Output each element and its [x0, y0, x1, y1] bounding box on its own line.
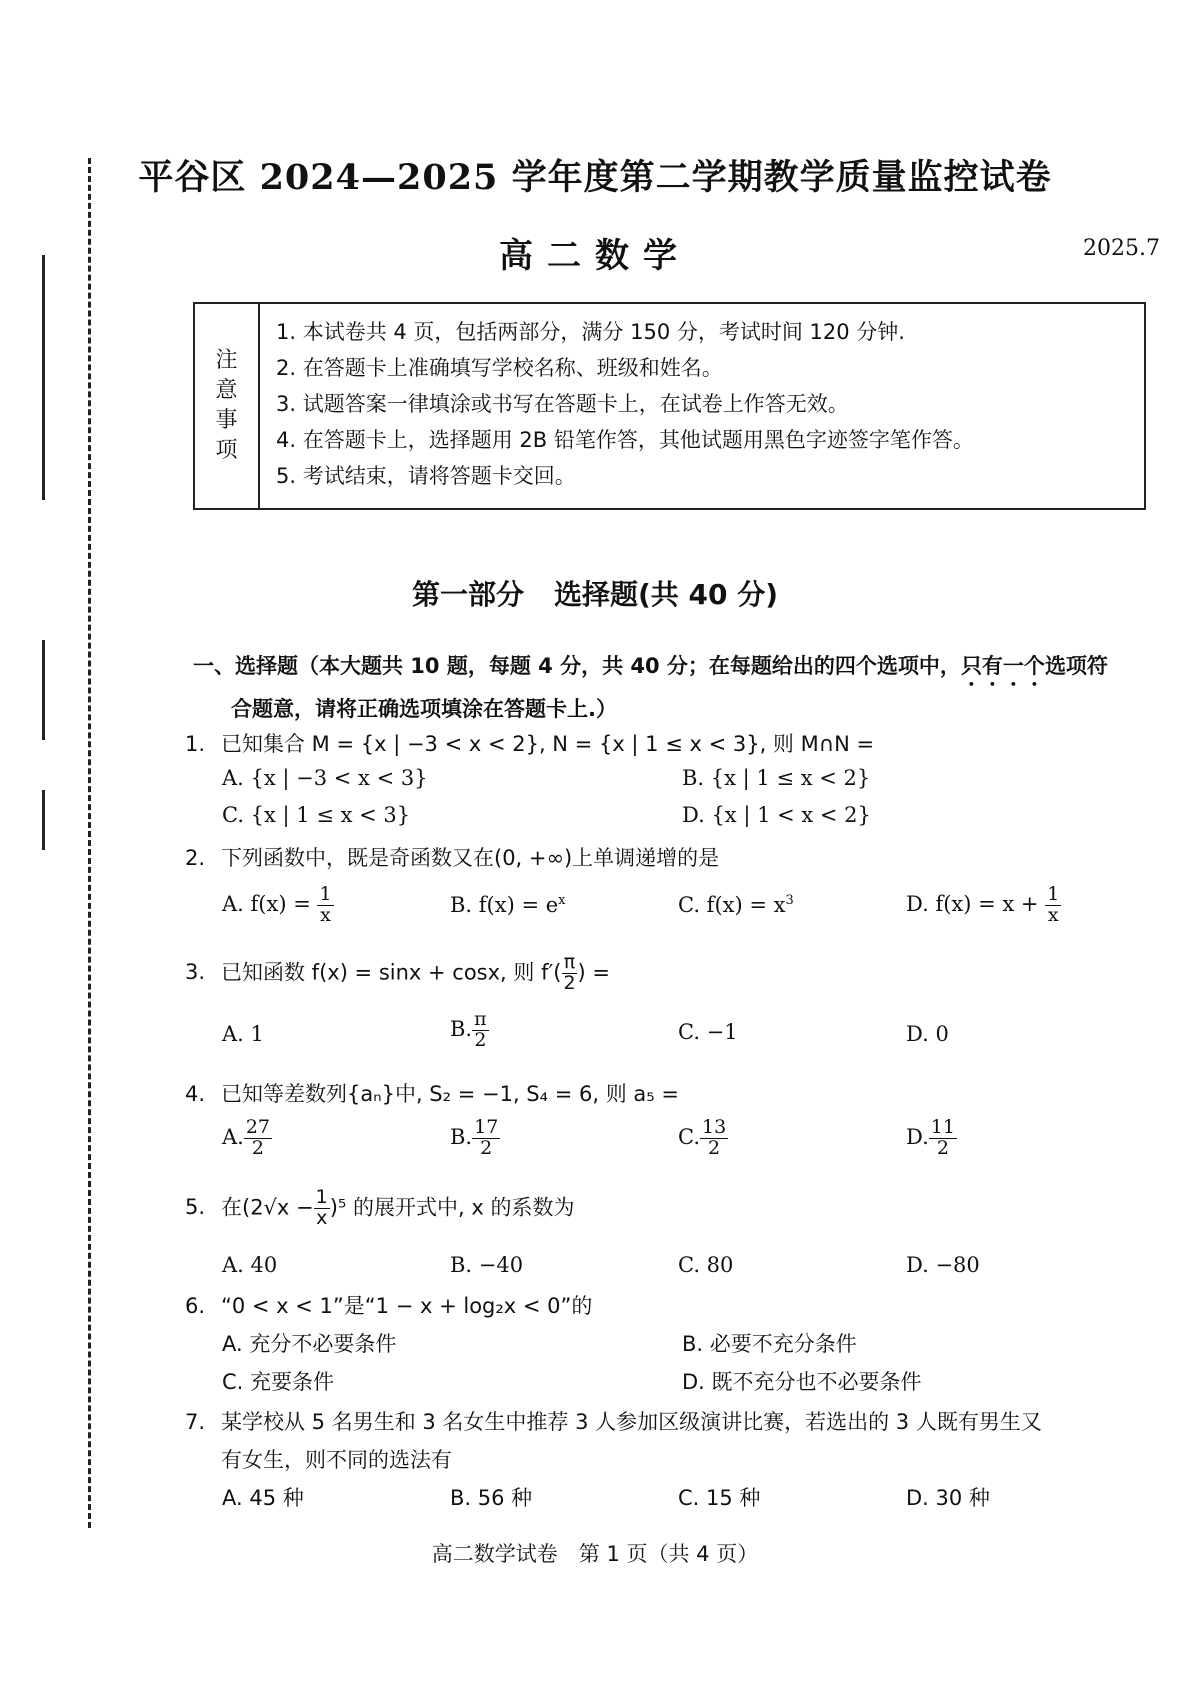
- question-5: 5. 在(2√x − $\frac{1}{x}$ )⁵ 的展开式中, x 的系数为: [185, 1186, 575, 1229]
- question-stem: 某学校从 5 名男生和 3 名女生中推荐 3 人参加区级演讲比赛，若选出的 3 人既有男生又: [221, 1410, 1042, 1434]
- question-stem: 在(2√x −: [221, 1195, 314, 1220]
- option-d: D. $\frac{11}{2}$: [906, 1116, 955, 1159]
- instr-text: 一、选择题（本大题共 10 题，每题 4 分，共 40 分；在每题给出的四个选项中，: [193, 654, 961, 678]
- question-stem: 已知集合 M = {x | −3 < x < 2}, N = {x | 1 ≤ x < 3}, 则 M∩N =: [221, 732, 875, 756]
- instr-text: 选项符: [1044, 654, 1108, 678]
- notice-item: 1. 本试卷共 4 页，包括两部分，满分 150 分，考试时间 120 分钟.: [276, 320, 905, 344]
- notice-item: 2. 在答题卡上准确填写学校名称、班级和姓名。: [276, 356, 723, 380]
- section-part: 第一部分: [411, 578, 524, 611]
- section-title: [0, 573, 1190, 613]
- page-footer: 高二数学试卷 第 1 页（共 4 页）: [431, 1542, 759, 1566]
- option-d: D. −80: [906, 1253, 980, 1277]
- question-7-line2: 有女生，则不同的选法有: [221, 1448, 452, 1472]
- option-b: B. −40: [450, 1253, 524, 1277]
- option-d: D. 30 种: [906, 1486, 990, 1510]
- question-4: [185, 1078, 679, 1108]
- question-stem: )⁵ 的展开式中, x 的系数为: [329, 1195, 575, 1220]
- question-3: 3. 已知函数 f(x) = sinx + cosx, 则 f′( $\frac{\pi}{2}$ ) =: [185, 951, 610, 994]
- notice-label-char: 意: [215, 378, 238, 403]
- binding-mark: [42, 790, 45, 850]
- binding-dashed-line: [88, 158, 91, 1528]
- question-stem: 下列函数中，既是奇函数又在(0, +∞)上单调递增的是: [221, 846, 720, 870]
- option-a: A. {x | −3 < x < 3}: [222, 766, 428, 790]
- question-number: 5.: [185, 1195, 206, 1220]
- option-d: D. 既不充分也不必要条件: [682, 1370, 922, 1394]
- option-b: B. $\frac{\pi}{2}$: [450, 1008, 487, 1051]
- notice-label-char: 项: [215, 438, 238, 463]
- option-c: C. −1: [678, 1020, 738, 1044]
- option-c: C. 15 种: [678, 1486, 761, 1510]
- question-stem: “0 < x < 1”是“1 − x + log₂x < 0”的: [221, 1294, 593, 1318]
- option-a: A. 45 种: [222, 1486, 304, 1510]
- question-number: 4.: [185, 1082, 206, 1106]
- option-b: B. $f(x) = e^x$: [450, 893, 566, 917]
- notice-items: [260, 304, 974, 508]
- option-c: C. {x | 1 ≤ x < 3}: [222, 803, 411, 827]
- instr-text: 合题意，请将正确选项填涂在答题卡上.）: [231, 697, 617, 721]
- question-number: 2.: [185, 846, 206, 870]
- exam-title: 平谷区 2024—2025 学年度第二学期教学质量监控试卷: [138, 157, 1052, 198]
- notice-label-char: 注: [215, 348, 238, 373]
- section-instructions: [193, 648, 1153, 728]
- notice-item: 3. 试题答案一律填涂或书写在答题卡上，在试卷上作答无效。: [276, 392, 849, 416]
- question-stem: 已知函数 f(x) = sinx + cosx, 则 f′(: [221, 960, 562, 985]
- notice-item: 5. 考试结束，请将答题卡交回。: [276, 464, 576, 488]
- notice-box: [193, 302, 1146, 510]
- question-number: 7.: [185, 1410, 206, 1434]
- option-d: D. {x | 1 < x < 2}: [682, 803, 871, 827]
- question-2: [185, 842, 719, 872]
- question-number: 6.: [185, 1294, 206, 1318]
- option-c: C. 80: [678, 1253, 734, 1277]
- question-6: [185, 1290, 592, 1320]
- option-a: A. 1: [222, 1022, 264, 1046]
- option-b: B. {x | 1 ≤ x < 2}: [682, 766, 871, 790]
- question-number: 1.: [185, 732, 206, 756]
- section-name: 选择题(共 40 分): [553, 578, 779, 611]
- notice-label-char: 事: [215, 408, 238, 433]
- option-b: B. 必要不充分条件: [682, 1332, 857, 1356]
- notice-label: [195, 304, 260, 508]
- option-c: C. $f(x) = x^3$: [678, 893, 794, 917]
- option-b: B. 56 种: [450, 1486, 533, 1510]
- question-7: [185, 1406, 1042, 1436]
- option-d: D. f(x) = x + $\frac{1}{x}$: [906, 883, 1060, 926]
- binding-mark: [42, 255, 45, 500]
- question-stem: 已知等差数列{aₙ}中, S₂ = −1, S₄ = 6, 则 a₅ =: [221, 1082, 679, 1106]
- option-c: C. 充要条件: [222, 1370, 335, 1394]
- question-1: [185, 728, 874, 758]
- option-a: A. 充分不必要条件: [222, 1332, 397, 1356]
- binding-mark: [42, 640, 45, 740]
- exam-subject: 高二数学: [499, 236, 691, 276]
- option-d: D. 0: [906, 1022, 949, 1046]
- exam-date: 2025.7: [1083, 236, 1160, 261]
- question-number: 3.: [185, 960, 206, 985]
- option-a: A. 40: [222, 1253, 278, 1277]
- option-a: A. $\frac{27}{2}$: [222, 1116, 271, 1159]
- option-b: B. $\frac{17}{2}$: [450, 1116, 499, 1159]
- option-a: A. f(x) = $\frac{1}{x}$: [222, 883, 332, 926]
- question-stem: ) =: [577, 960, 610, 985]
- option-c: C. $\frac{13}{2}$: [678, 1116, 727, 1159]
- instr-emphasis: 只有一个: [960, 654, 1045, 678]
- notice-item: 4. 在答题卡上，选择题用 2B 铅笔作答，其他试题用黑色字迹签字笔作答。: [276, 428, 974, 452]
